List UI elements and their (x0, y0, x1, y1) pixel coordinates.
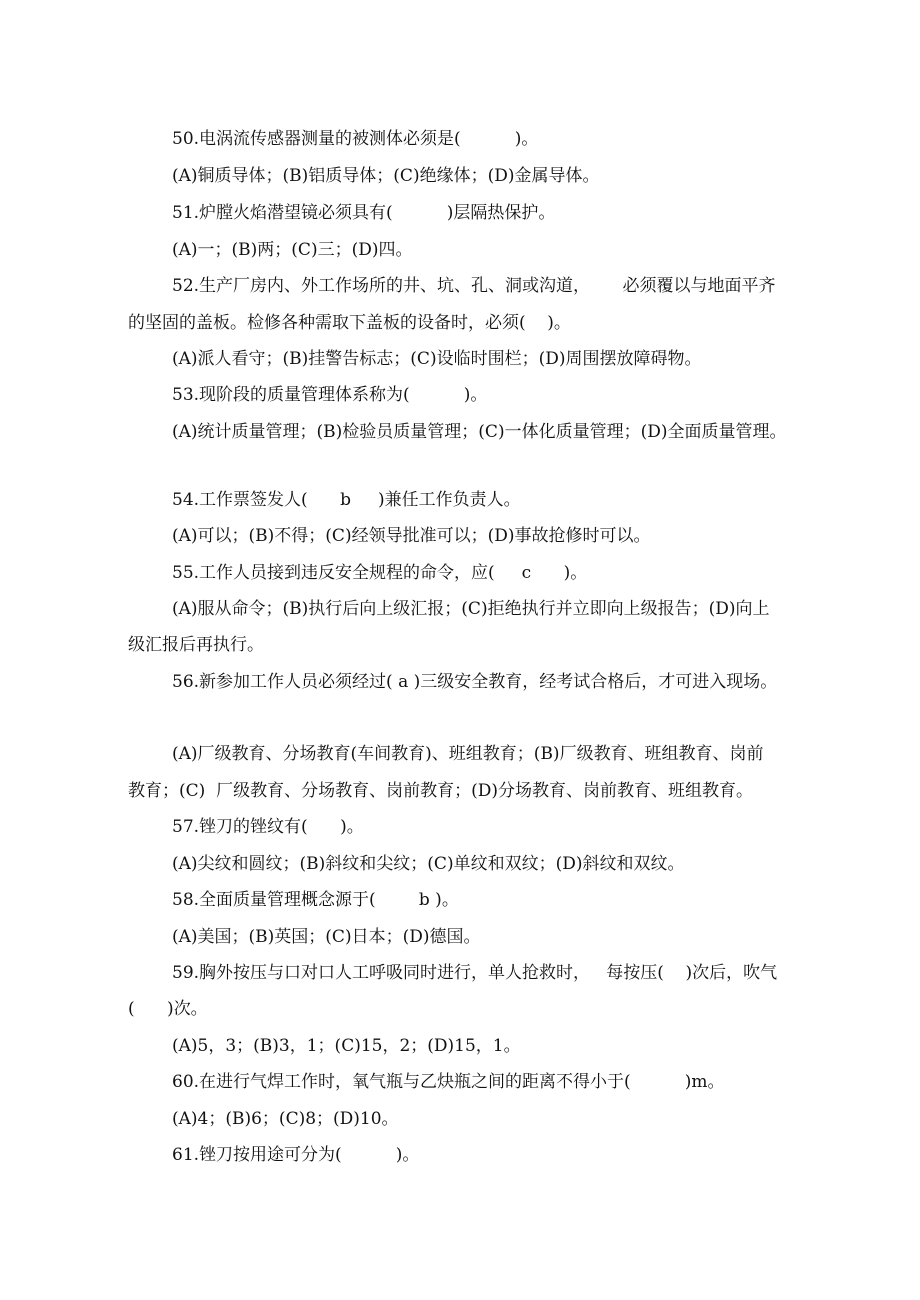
options-50: (A)铜质导体；(B)铝质导体；(C)绝缘体；(D)金属导体。 (172, 166, 600, 186)
question-57: 57.锉刀的锉纹有( )。 (172, 817, 364, 837)
options-56: (A)厂级教育、分场教育(车间教育)、班组教育；(B)厂级教育、班组教育、岗前 (172, 744, 764, 764)
question-52: 52.生产厂房内、外工作场所的井、坑、孔、洞或沟道， 必须覆以与地面平齐 (172, 276, 776, 296)
options-51: (A)一；(B)两；(C)三；(D)四。 (172, 240, 413, 260)
question-60: 60.在进行气焊工作时，氧气瓶与乙炔瓶之间的距离不得小于( )m。 (172, 1072, 725, 1092)
question-55: 55.工作人员接到违反安全规程的命令，应( c )。 (172, 563, 588, 583)
options-54: (A)可以；(B)不得；(C)经领导批准可以；(D)事故抢修时可以。 (172, 526, 651, 546)
options-59: (A)5，3；(B)3，1；(C)15，2；(D)15，1。 (172, 1036, 521, 1056)
options-53: (A)统计质量管理；(B)检验员质量管理；(C)一体化质量管理；(D)全面质量管理。 (172, 422, 787, 442)
options-52: (A)派人看守；(B)挂警告标志；(C)设临时围栏；(D)周围摆放障碍物。 (172, 349, 702, 369)
question-61: 61.锉刀按用途可分为( )。 (172, 1145, 420, 1165)
question-56: 56.新参加工作人员必须经过( a )三级安全教育，经考试合格后，才可进入现场。 (172, 672, 778, 692)
options-57: (A)尖纹和圆纹；(B)斜纹和尖纹；(C)单纹和双纹；(D)斜纹和双纹。 (172, 854, 685, 874)
options-55: (A)服从命令；(B)执行后向上级汇报；(C)拒绝执行并立即向上级报告；(D)向上 (172, 599, 770, 619)
options-55-cont: 级汇报后再执行。 (128, 635, 264, 655)
question-59-cont: ( )次。 (128, 999, 208, 1019)
question-53: 53.现阶段的质量管理体系称为( )。 (172, 385, 488, 405)
question-51: 51.炉膛火焰潜望镜必须具有( )层隔热保护。 (172, 203, 556, 223)
options-58: (A)美国；(B)英国；(C)日本；(D)德国。 (172, 927, 481, 947)
question-50: 50.电涡流传感器测量的被测体必须是( )。 (172, 129, 539, 149)
question-52-cont: 的坚固的盖板。检修各种需取下盖板的设备时，必须( )。 (128, 313, 571, 333)
question-58: 58.全面质量管理概念源于( b )。 (172, 890, 459, 910)
question-54: 54.工作票签发人( b )兼任工作负责人。 (172, 490, 521, 510)
options-56-cont: 教育；(C) 厂级教育、分场教育、岗前教育；(D)分场教育、岗前教育、班组教育。 (128, 781, 753, 801)
question-59: 59.胸外按压与口对口人工呼吸同时进行，单人抢救时， 每按压( )次后，吹气 (172, 963, 778, 983)
options-60: (A)4；(B)6；(C)8；(D)10。 (172, 1109, 399, 1129)
